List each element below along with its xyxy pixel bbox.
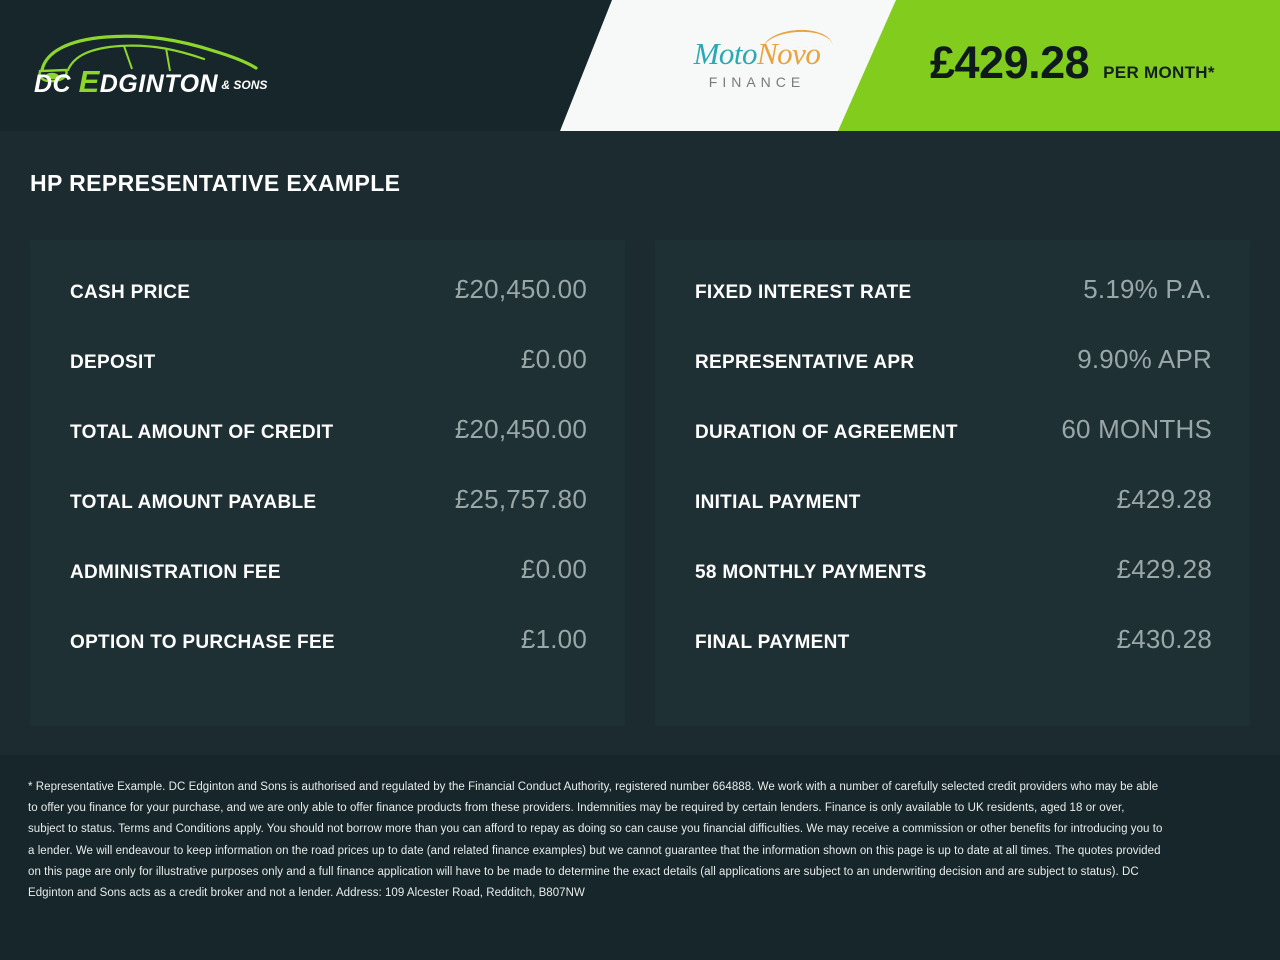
row-value: £20,450.00 [454,414,587,444]
row-value: £0.00 [520,554,587,584]
row-label: INITIAL PAYMENT [695,492,861,513]
finance-panel-left [30,240,625,726]
monthly-price-amount: £429.28 [930,37,1090,88]
table-row [695,624,1212,694]
row-value: £429.28 [1116,484,1212,514]
row-value: £20,450.00 [454,274,587,304]
disclaimer-text: * Representative Example. DC Edginton and Sons is authorised and regulated by the Financial Conduct Authority, registered number 664888. We work with a number of carefully selected credit providers who may be able to offer you finance for your purchase, and we are only able to offer finance products from these providers. Indemnities may be required by certain lenders. Finance is only available to UK residents, aged 18 or over, subject to status. Terms and Conditions apply. You should not borrow more than you can afford to repay as doing so can cause you financial difficulties. We may receive a commission or other benefits for introducing you to a lender. We will endeavour to keep information on the road prices up to date (and related finance examples) but we cannot guarantee that the information shown on this page is up to date at all times. The quotes provided on this page are only for illustrative purposes only and a full finance application will have to be made to determine the exact details (all applications are subject to an underwriting decision and are subject to status). DC Edginton and Sons acts as a credit broker and not a lender. Address: 109 Alcester Road, Redditch, B807NW [28,781,1163,900]
table-row [695,414,1212,484]
row-value: £0.00 [520,344,587,374]
table-row [70,554,587,624]
table-row [70,344,587,414]
monthly-price-block [930,37,1215,88]
motonovo-brand-subtitle: FINANCE [708,74,806,90]
row-value: £25,757.80 [454,484,587,514]
row-label: DEPOSIT [70,352,156,373]
motonovo-brand-part1: Moto [693,36,757,71]
dealer-name-initial: E [78,64,100,99]
table-row [70,624,587,694]
table-row [695,484,1212,554]
dealer-name-text [34,64,267,100]
finance-panel-right [655,240,1250,726]
row-value: 60 MONTHS [1061,414,1212,444]
row-label: TOTAL AMOUNT OF CREDIT [70,422,334,443]
table-row [70,274,587,344]
dealer-name-suffix: & SONS [218,78,268,92]
table-row [70,414,587,484]
row-label: ADMINISTRATION FEE [70,562,281,583]
row-value: 5.19% P.A. [1083,274,1212,304]
motonovo-finance-logo [672,36,842,90]
row-label: TOTAL AMOUNT PAYABLE [70,492,317,513]
row-label: FIXED INTEREST RATE [695,282,912,303]
row-label: 58 MONTHLY PAYMENTS [695,562,927,583]
dealer-name-main: DGINTON [99,70,219,98]
table-row [70,484,587,554]
row-value: £1.00 [520,624,587,654]
page-title: HP REPRESENTATIVE EXAMPLE [30,170,401,196]
row-label: REPRESENTATIVE APR [695,352,915,373]
row-value: £430.28 [1116,624,1212,654]
row-label: FINAL PAYMENT [695,632,850,653]
footer-disclaimer-section [0,755,1280,960]
page-header [0,0,1280,131]
row-value: 9.90% APR [1077,344,1212,374]
finance-details-panels [30,240,1250,726]
row-label: CASH PRICE [70,282,191,303]
row-label: DURATION OF AGREEMENT [695,422,958,443]
table-row [695,274,1212,344]
monthly-price-period: PER MONTH* [1103,63,1215,82]
motonovo-brand-part2: Novo [757,36,821,71]
dealer-name-prefix: DC [34,70,79,98]
row-value: £429.28 [1116,554,1212,584]
table-row [695,554,1212,624]
table-row [695,344,1212,414]
row-label: OPTION TO PURCHASE FEE [70,632,335,653]
